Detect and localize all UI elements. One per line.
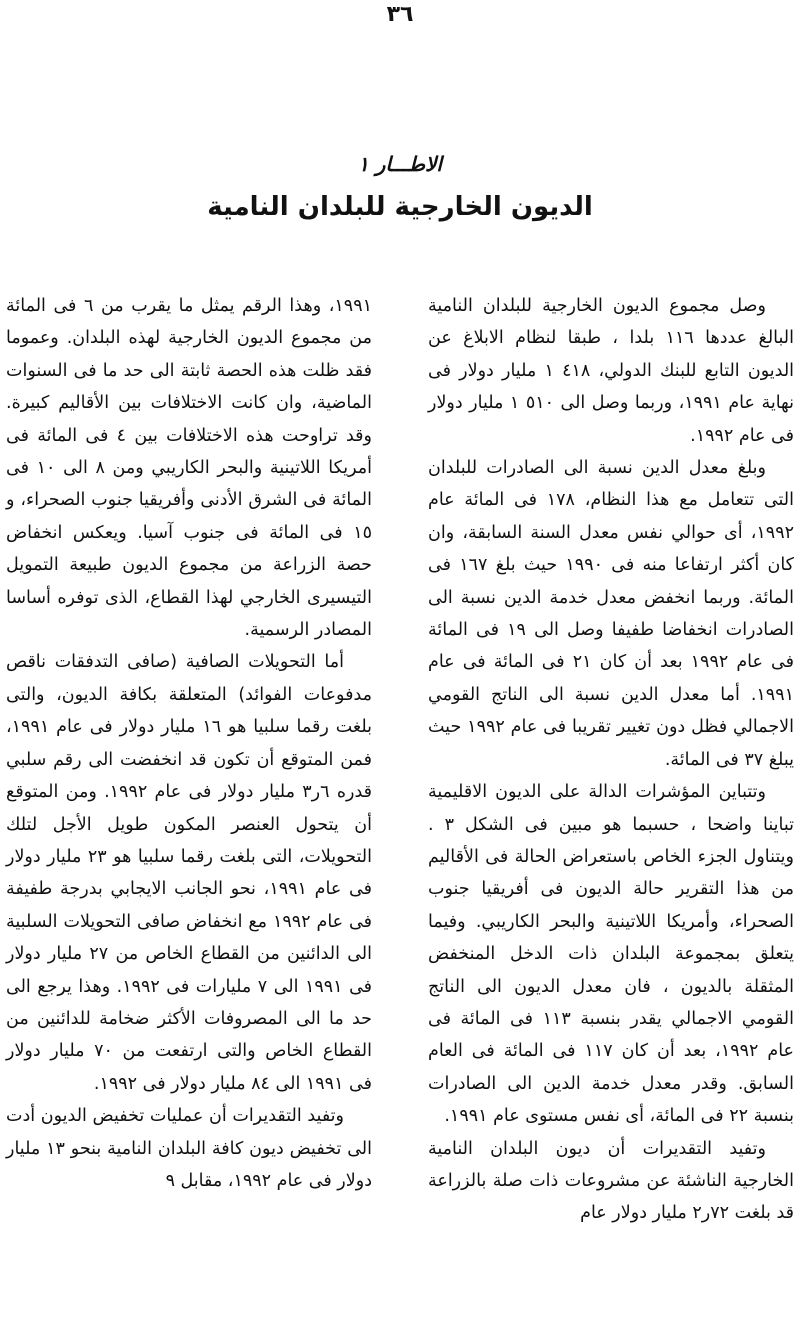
paragraph: وبلغ معدل الدين نسبة الى الصادرات للبلدان التى تتعامل مع هذا النظام، ١٧٨ فى المائة عام ١٩٩٢، أى حوالي نفس معدل السنة السابقة، وان كان أكثر ارتفاعا منه فى ١٩٩٠ حيث بلغ ١٦٧ فى المائة. وربما انخفض معدل خدمة الدين نسبة الى الصادرات انخفاضا طفيفا وصل الى ١٩ فى المائة فى عام ١٩٩٢ بعد أن كان ٢١ فى المائة فى عام ١٩٩١. أما معدل الدين نسبة الى الناتج القومي الاجمالي فظل دون تغيير تقريبا فى عام ١٩٩٢ حيث يبلغ ٣٧ فى المائة. — [428, 458, 795, 770]
box-title: الديون الخارجية للبلدان النامية — [207, 192, 593, 222]
paragraph: وتفيد التقديرات أن ديون البلدان النامية الخارجية الناشئة عن مشروعات ذات صلة بالزراعة قد بلغت ٧٢ر٢ مليار دولار عام — [428, 1138, 794, 1224]
paragraph: وتفيد التقديرات أن عمليات تخفيض الديون أدت الى تخفيض ديون كافة البلدان النامية بنحو ١٣ مليار دولار فى عام ١٩٩٢، مقابل ٩ — [6, 1106, 372, 1191]
left-column — [6, 290, 372, 1197]
paragraph: وصل مجموع الديون الخارجية للبلدان النامية البالغ عددها ١١٦ بلدا ، طبقا لنظام الابلاغ عن الديون التابع للبنك الدولي، ٤١٨ ١ مليار دولار فى نهاية عام ١٩٩١، وربما وصل الى ٥١٠ ١ مليار دولار فى عام ١٩٩٢. — [428, 296, 795, 446]
right-column — [428, 290, 794, 1230]
paragraph: وتتباين المؤشرات الدالة على الديون الاقليمية تباينا واضحا ، حسبما هو مبين فى الشكل ٣ . ويتناول الجزء الخاص باستعراض الحالة فى الأقاليم من هذا التقرير حالة الديون فى أفريقيا جنوب الصحراء، وأمريكا اللاتينية والبحر الكاريبي. وفيما يتعلق بمجموعة البلدان ذات الدخل المنخفض المثقلة بالديون ، فان معدل الديون الى الناتج القومي الاجمالي يقدر بنسبة ١١٣ فى المائة فى عام ١٩٩٢، بعد أن كان ١١٧ فى المائة فى العام السابق. وقدر معدل خدمة الدين الى الصادرات بنسبة ٢٢ فى المائة، أى نفس مستوى عام ١٩٩١. — [428, 782, 794, 1127]
page-number: ٣٦ — [386, 2, 414, 27]
paragraph-continued: ١٩٩١، وهذا الرقم يمثل ما يقرب من ٦ فى المائة من مجموع الديون الخارجية لهذه البلدان. وعموما فقد ظلت هذه الحصة ثابتة الى حد ما فى السنوات الماضية، وان كانت الاختلافات بين الأقاليم كبيرة. وقد تراوحت هذه الاختلافات بين ٤ فى المائة فى أمريكا اللاتينية والبحر الكاريبي ومن ٨ الى ١٠ فى المائة فى الشرق الأدنى وأفريقيا جنوب الصحراء، و ١٥ فى المائة فى جنوب آسيا. ويعكس انخفاض حصة الزراعة من مجموع الديون طبيعة التمويل التيسيرى الخارجي لهذا القطاع، الذى توفره أساسا المصادر الرسمية. — [6, 296, 373, 641]
paragraph: أما التحويلات الصافية (صافى التدفقات ناقص مدفوعات الفوائد) المتعلقة بكافة الديون، والتى بلغت رقما سلبيا هو ١٦ مليار دولار فى عام ١٩٩١، فمن المتوقع أن تكون قد انخفضت الى رقم سلبي قدره ٦ر٣ مليار دولار فى عام ١٩٩٢. ومن المتوقع أن يتحول العنصر المكون طويل الأجل لتلك التحويلات، التى بلغت رقما سلبيا هو ٢٣ مليار دولار فى عام ١٩٩١، نحو الجانب الايجابي بدرجة طفيفة فى عام ١٩٩٢ مع انخفاض صافى التحويلات السلبية الى الدائنين من القطاع الخاص من ٢٧ مليار دولار فى ١٩٩١ الى ٧ مليارات فى ١٩٩٢. وهذا يرجع الى حد ما الى المصروفات الأكثر ضخامة للدائنين من القطاع الخاص والتى ارتفعت من ٧٠ مليار دولار فى ١٩٩١ الى ٨٤ مليار دولار فى ١٩٩٢. — [6, 652, 373, 1094]
box-label: الاطـــار ١ — [358, 152, 442, 176]
